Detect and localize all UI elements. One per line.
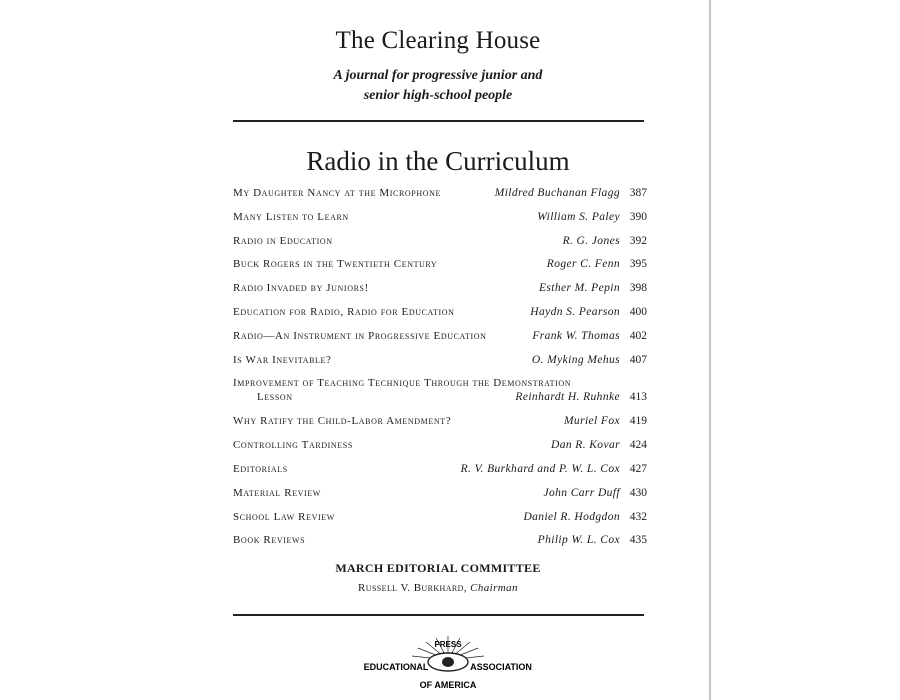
toc-entry-title-continued: Lesson <box>257 391 293 404</box>
toc-entry-author: Haydn S. Pearson <box>530 305 620 318</box>
toc-entry-author: Daniel R. Hodgdon <box>523 510 620 523</box>
toc-entry-title: School Law Review <box>233 510 335 523</box>
toc-entry-page: 424 <box>629 439 647 452</box>
top-divider <box>233 120 644 122</box>
toc-entry-page: 407 <box>629 353 647 366</box>
toc-entry-page: 435 <box>629 534 647 547</box>
chair-name: Russell V. Burkhard, <box>358 582 467 594</box>
toc-entry-title: Radio Invaded by Juniors! <box>233 282 369 295</box>
toc-entry <box>233 233 647 257</box>
toc-entry-page: 387 <box>629 187 647 199</box>
section-heading: Radio in the Curriculum <box>306 146 570 176</box>
toc-entry <box>233 185 647 209</box>
toc-entry-author: Muriel Fox <box>563 415 620 428</box>
toc-entry-page: 430 <box>629 486 647 499</box>
toc-entry-author: Philip W. L. Cox <box>537 534 620 547</box>
toc-entry <box>233 437 647 461</box>
toc-entry <box>233 352 647 376</box>
toc-entry-title: Radio—An Instrument in Progressive Education <box>233 329 487 342</box>
toc-entry <box>233 461 647 485</box>
subtitle-line-1: A journal for progressive junior and <box>333 68 543 83</box>
chair-role: Chairman <box>470 582 518 594</box>
toc-entry-author: Mildred Buchanan Flagg <box>494 187 620 199</box>
toc-entry-title: Radio in Education <box>233 234 333 247</box>
toc-entry <box>233 256 647 280</box>
toc-entry <box>233 209 647 233</box>
toc-entry <box>233 413 647 437</box>
toc-entry-author: R. G. Jones <box>562 234 620 247</box>
toc-entry-page: 395 <box>629 258 647 271</box>
committee-chair <box>188 582 688 594</box>
document-page <box>188 0 708 700</box>
toc-entry-author: Reinhardt H. Ruhnke <box>515 391 620 404</box>
journal-title: The Clearing House <box>335 27 541 54</box>
toc-entry-title: Book Reviews <box>233 534 306 547</box>
committee-heading: MARCH EDITORIAL COMMITTEE <box>335 561 541 575</box>
logo-word-right: ASSOCIATION <box>470 662 532 672</box>
toc-entry-title: My Daughter Nancy at the Microphone <box>233 187 441 199</box>
toc-entry-author: Esther M. Pepin <box>538 282 620 295</box>
table-of-contents <box>233 185 647 556</box>
toc-entry-title: Improvement of Teaching Technique Through the Demonstration <box>233 377 572 390</box>
toc-entry-page: 390 <box>629 210 647 223</box>
toc-entry-title: Why Ratify the Child-Labor Amendment? <box>233 415 452 428</box>
toc-entry-author: Dan R. Kovar <box>550 439 620 452</box>
logo-word-left: EDUCATIONAL <box>363 662 429 672</box>
toc-entry <box>233 509 647 533</box>
toc-entry-author: O. Myking Mehus <box>531 353 620 366</box>
toc-entry-title: Is War Inevitable? <box>233 353 332 366</box>
toc-entry-author: Roger C. Fenn <box>546 258 620 271</box>
toc-entry-page: 419 <box>629 415 647 428</box>
toc-entry-author: Frank W. Thomas <box>532 329 620 342</box>
toc-entry <box>233 304 647 328</box>
toc-entry-author: R. V. Burkhard and P. W. L. Cox <box>460 462 620 475</box>
journal-subtitle <box>188 66 688 106</box>
toc-entry-page: 427 <box>629 462 647 475</box>
toc-entry <box>233 485 647 509</box>
toc-entry-title: Controlling Tardiness <box>233 439 353 452</box>
toc-entry-title: Education for Radio, Radio for Education <box>233 305 455 318</box>
logo-word-center: PRESS <box>434 640 462 649</box>
toc-entry-title: Material Review <box>233 486 321 499</box>
toc-entry-page: 398 <box>629 282 647 295</box>
toc-entry <box>233 280 647 304</box>
toc-entry-page: 402 <box>629 329 647 342</box>
press-association-seal-icon <box>348 634 548 694</box>
toc-entry-title: Many Listen to Learn <box>233 210 349 223</box>
toc-entry-page: 432 <box>629 510 647 523</box>
logo-word-bottom: OF AMERICA <box>419 680 477 690</box>
toc-entry <box>233 375 647 413</box>
toc-entry-page: 400 <box>629 305 647 318</box>
toc-entry-title: Buck Rogers in the Twentieth Century <box>233 258 438 271</box>
toc-entry-title: Editorials <box>233 462 288 475</box>
toc-entry-author: William S. Paley <box>537 210 620 223</box>
toc-entry <box>233 532 647 556</box>
toc-entry-page: 413 <box>629 391 647 404</box>
bottom-divider <box>233 614 644 616</box>
toc-entry-author: John Carr Duff <box>543 486 620 499</box>
subtitle-line-2: senior high-school people <box>363 88 513 103</box>
page-edge-line <box>709 0 711 700</box>
toc-entry-page: 392 <box>629 234 647 247</box>
toc-entry <box>233 328 647 352</box>
